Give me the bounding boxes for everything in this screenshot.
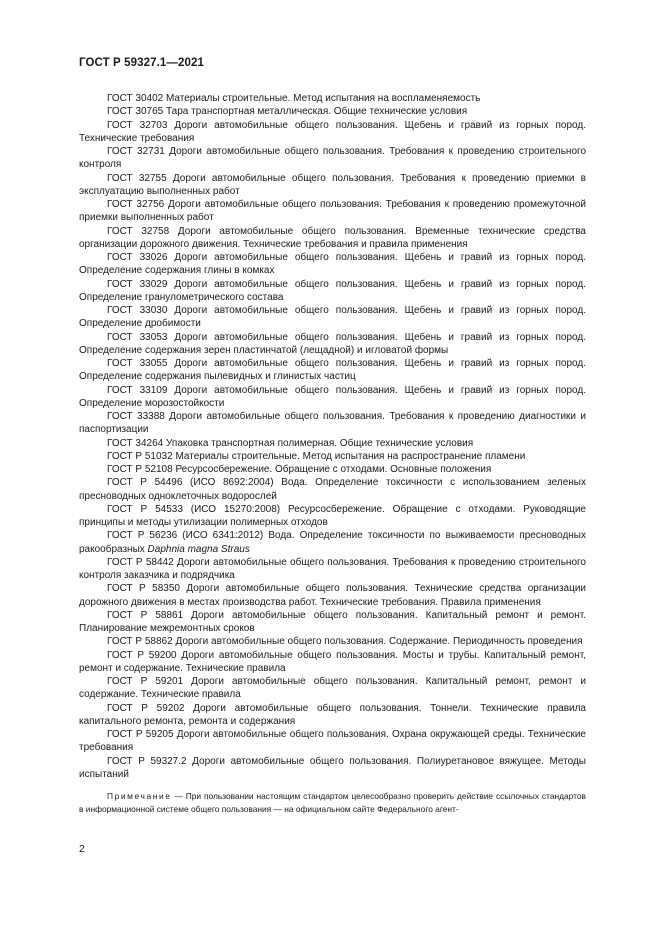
reference-entry [79, 304, 586, 331]
reference-entries [79, 92, 586, 781]
reference-entry [79, 198, 586, 225]
note-dash: — [171, 791, 186, 801]
reference-entry [79, 225, 586, 252]
reference-entry [79, 437, 586, 450]
reference-italic-text: Daphnia magna Straus [147, 543, 250, 555]
reference-text: ГОСТ 33029 Дороги автомобильные общего пользования. Щебень и гравий из горных пород. Определение гранулометрического состава [79, 278, 586, 303]
reference-text: ГОСТ Р 58862 Дороги автомобильные общего пользования. Содержание. Периодичность проведения [107, 636, 583, 648]
reference-text: ГОСТ Р 58350 Дороги автомобильные общего пользования. Технические средства организации дорожного движения в местах производства работ. Технические требования. Правила применения [79, 583, 586, 608]
reference-entry [79, 755, 586, 782]
reference-text: ГОСТ 30402 Материалы строительные. Метод испытания на воспламеняемость [107, 93, 481, 104]
reference-entry [79, 410, 586, 437]
reference-entry [79, 702, 586, 729]
reference-text: ГОСТ Р 59327.2 Дороги автомобильные общего пользования. Полиуретановое вяжущее. Методы испытаний [79, 755, 586, 780]
reference-text: ГОСТ 32703 Дороги автомобильные общего пользования. Щебень и гравий из горных пород. Технические требования [79, 119, 586, 144]
reference-text: ГОСТ Р 54533 (ИСО 15270:2008) Ресурсосбережение. Обращение с отходами. Руководящие принципы и методы утилизации полимерных отходов [79, 503, 586, 528]
reference-text: ГОСТ Р 59202 Дороги автомобильные общего пользования. Тоннели. Технические правила капитального ремонта, ремонта и содержания [79, 702, 586, 727]
reference-entry [79, 105, 586, 118]
reference-entry [79, 92, 586, 105]
reference-text: ГОСТ 33030 Дороги автомобильные общего пользования. Щебень и гравий из горных пород. Определение дробимости [79, 305, 586, 330]
reference-entry [79, 357, 586, 384]
reference-entry [79, 450, 586, 463]
reference-text: ГОСТ 30765 Тара транспортная металлическая. Общие технические условия [107, 106, 468, 118]
normative-references-list [79, 92, 586, 815]
reference-text: ГОСТ 32758 Дороги автомобильные общего пользования. Временные технические средства организации дорожного движения. Технические требования и правила применения [79, 225, 586, 250]
reference-text: ГОСТ Р 56236 (ИСО 6341:2012) Вода. Определение токсичности по выживаемости пресноводных ракообразных [79, 530, 586, 555]
page-number: 2 [79, 843, 85, 855]
reference-entry [79, 476, 586, 503]
reference-entry [79, 609, 586, 636]
reference-text: ГОСТ Р 59201 Дороги автомобильные общего пользования. Капитальный ремонт, ремонт и содержание. Технические правила [79, 676, 586, 701]
reference-text: ГОСТ 32755 Дороги автомобильные общего пользования. Требования к проведению приемки в эксплуатацию выполненных работ [79, 172, 586, 197]
reference-text: ГОСТ 33109 Дороги автомобильные общего пользования. Щебень и гравий из горных пород. Определение морозостойкости [79, 384, 586, 409]
reference-text: ГОСТ Р 59200 Дороги автомобильные общего пользования. Мосты и трубы. Капитальный ремонт, ремонт и содержание. Технические правила [79, 649, 586, 674]
reference-text: ГОСТ 32756 Дороги автомобильные общего пользования. Требования к проведению промежуточной приемки выполненных работ [79, 199, 586, 224]
reference-entry [79, 251, 586, 278]
note-paragraph [79, 790, 586, 815]
reference-entry [79, 503, 586, 530]
reference-entry [79, 529, 586, 556]
reference-entry [79, 635, 586, 648]
reference-entry [79, 728, 586, 755]
note-text: При пользовании настоящим стандартом целесообразно проверить действие ссылочных стандартов в информационной системе общего пользования — на официальном сайте Федерального агент- [79, 791, 586, 814]
reference-entry [79, 649, 586, 676]
reference-text: ГОСТ Р 52108 Ресурсосбережение. Обращение с отходами. Основные положения [107, 464, 492, 475]
reference-text: ГОСТ Р 59205 Дороги автомобильные общего пользования. Охрана окружающей среды. Технические требования [79, 729, 586, 754]
reference-entry [79, 384, 586, 411]
reference-text: ГОСТ Р 58442 Дороги автомобильные общего пользования. Требования к проведению строительного контроля заказчика и подрядчика [79, 556, 586, 581]
reference-entry [79, 582, 586, 609]
reference-text: ГОСТ 33026 Дороги автомобильные общего пользования. Щебень и гравий из горных пород. Определение содержания глины в комках [79, 252, 586, 277]
reference-entry [79, 278, 586, 305]
reference-text: ГОСТ Р 54496 (ИСО 8692:2004) Вода. Определение токсичности с использованием зеленых пресноводных одноклеточных водорослей [79, 477, 586, 502]
reference-entry [79, 119, 586, 146]
reference-entry [79, 675, 586, 702]
reference-entry [79, 556, 586, 583]
reference-text: ГОСТ 32731 Дороги автомобильные общего пользования. Требования к проведению строительного контроля [79, 146, 586, 171]
reference-text: ГОСТ 33055 Дороги автомобильные общего пользования. Щебень и гравий из горных пород. Определение содержания пылевидных и глинистых частиц [79, 358, 586, 383]
reference-entry [79, 463, 586, 476]
reference-text: ГОСТ Р 51032 Материалы строительные. Метод испытания на распространение пламени [107, 450, 526, 462]
note-label: Примечание [107, 791, 172, 801]
reference-entry [79, 145, 586, 172]
reference-text: ГОСТ 34264 Упаковка транспортная полимерная. Общие технические условия [107, 437, 474, 449]
reference-text: ГОСТ 33388 Дороги автомобильные общего пользования. Требования к проведению диагностики и паспортизации [79, 411, 586, 436]
reference-text: ГОСТ Р 58861 Дороги автомобильные общего пользования. Капитальный ремонт и ремонт. Планирование межремонтных сроков [79, 609, 586, 634]
reference-entry [79, 331, 586, 358]
reference-entry [79, 172, 586, 199]
reference-text: ГОСТ 33053 Дороги автомобильные общего пользования. Щебень и гравий из горных пород. Определение содержания зерен пластинчатой (лещадной) и игловатой формы [79, 331, 586, 356]
document-header: ГОСТ Р 59327.1—2021 [79, 57, 204, 69]
